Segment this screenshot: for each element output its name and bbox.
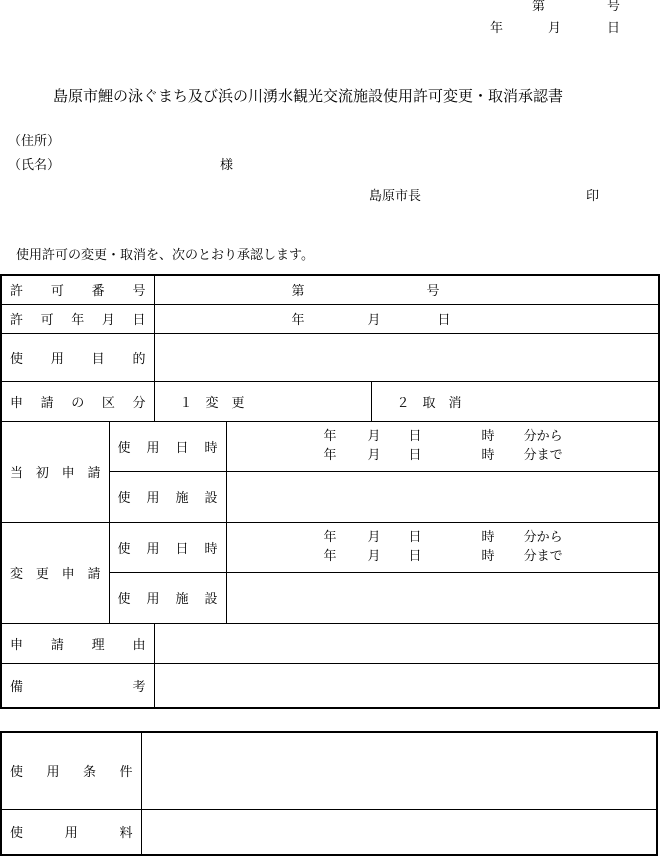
row-reason bbox=[1, 623, 659, 663]
reason-value[interactable] bbox=[154, 623, 659, 663]
row-permit-date bbox=[1, 304, 659, 333]
change-datetime-value[interactable]: 年 月 日 時 分から 年 月 日 時 分まで bbox=[226, 522, 659, 572]
fee-value[interactable] bbox=[141, 809, 657, 855]
change-datetime-label: 使 用 日 時 bbox=[109, 522, 226, 572]
option-change[interactable]: １ 変 更 bbox=[154, 381, 371, 421]
option-cancel[interactable]: ２ 取 消 bbox=[371, 381, 659, 421]
approval-table bbox=[0, 274, 660, 709]
conditions-table bbox=[0, 731, 658, 856]
number-dai: 第 bbox=[532, 0, 546, 14]
purpose-value[interactable] bbox=[154, 333, 659, 381]
remarks-label: 備 考 bbox=[1, 663, 154, 708]
row-purpose bbox=[1, 333, 659, 381]
row-permit-number bbox=[1, 275, 659, 304]
category-label: 申 請 の 区 分 bbox=[1, 381, 154, 421]
seal-mark: 印 bbox=[586, 189, 600, 204]
change-facility-value[interactable] bbox=[226, 572, 659, 623]
permit-date-label: 許 可 年 月 日 bbox=[1, 304, 154, 333]
issuer-label: 島原市長 bbox=[369, 189, 422, 204]
change-application-label: 変 更 申 請 bbox=[1, 522, 109, 623]
row-remarks bbox=[1, 663, 659, 708]
remarks-value[interactable] bbox=[154, 663, 659, 708]
row-original-datetime bbox=[1, 421, 659, 471]
date-tsuki: 月 bbox=[548, 21, 562, 36]
intro-text: 使用許可の変更・取消を、次のとおり承認します。 bbox=[16, 248, 314, 263]
number-go: 号 bbox=[607, 0, 621, 14]
row-change-datetime bbox=[1, 522, 659, 572]
change-facility-label: 使 用 施 設 bbox=[109, 572, 226, 623]
row-fee bbox=[1, 809, 657, 855]
permit-number-label: 許 可 番 号 bbox=[1, 275, 154, 304]
row-category bbox=[1, 381, 659, 421]
original-application-label: 当 初 申 請 bbox=[1, 421, 109, 522]
permit-number-value[interactable]: 第 号 bbox=[154, 275, 659, 304]
conditions-label: 使 用 条 件 bbox=[1, 732, 141, 809]
name-label: （氏名） bbox=[8, 158, 61, 173]
document-title: 島原市鯉の泳ぐまち及び浜の川湧水観光交流施設使用許可変更・取消承認書 bbox=[53, 87, 564, 105]
original-facility-label: 使 用 施 設 bbox=[109, 471, 226, 522]
permit-date-value[interactable]: 年 月 日 bbox=[154, 304, 659, 333]
purpose-label: 使 用 目 的 bbox=[1, 333, 154, 381]
conditions-value[interactable] bbox=[141, 732, 657, 809]
date-hi: 日 bbox=[607, 21, 621, 36]
reason-label: 申 請 理 由 bbox=[1, 623, 154, 663]
sama-label: 様 bbox=[220, 158, 234, 173]
date-nen: 年 bbox=[490, 21, 504, 36]
original-datetime-value[interactable]: 年 月 日 時 分から 年 月 日 時 分まで bbox=[226, 421, 659, 471]
address-label: （住所） bbox=[8, 134, 61, 149]
original-datetime-label: 使 用 日 時 bbox=[109, 421, 226, 471]
row-conditions bbox=[1, 732, 657, 809]
fee-label: 使 用 料 bbox=[1, 809, 141, 855]
original-facility-value[interactable] bbox=[226, 471, 659, 522]
